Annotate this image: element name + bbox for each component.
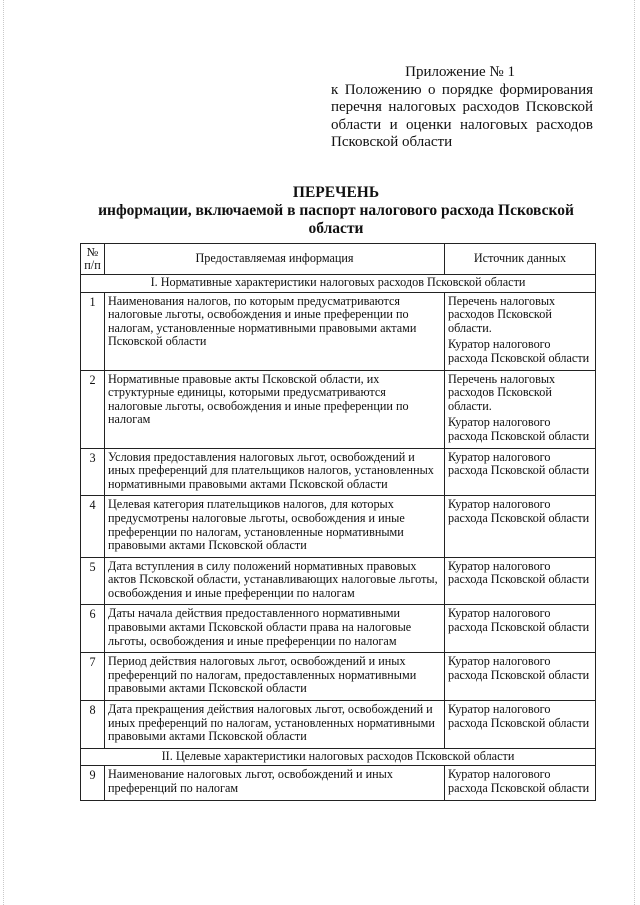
row-number: 4 — [81, 496, 105, 557]
source-line: Куратор налогового расхода Псковской области — [448, 497, 590, 525]
row-source — [445, 448, 596, 496]
section-row — [81, 748, 596, 766]
appendix-number: Приложение № 1 — [405, 64, 515, 80]
row-info: Период действия налоговых льгот, освобождений и иных преференций по налогам, предоставленных нормативными правовыми актами Псковской области — [105, 653, 445, 701]
row-source — [445, 370, 596, 448]
table-row — [81, 370, 596, 448]
section-title: I. Нормативные характеристики налоговых расходов Псковской области — [81, 275, 596, 293]
table-body — [81, 275, 596, 801]
row-info: Условия предоставления налоговых льгот, освобождений и иных преференций для плательщиков налогов, установленных нормативными правовыми актами Псковской области — [105, 448, 445, 496]
table-row — [81, 605, 596, 653]
row-info: Дата прекращения действия налоговых льгот, освобождений и иных преференций по налогам, установленных нормативными правовыми актами Псковской области — [105, 701, 445, 749]
source-line: Перечень налоговых расходов Псковской области. — [448, 293, 556, 335]
table-row — [81, 557, 596, 605]
row-number: 5 — [81, 557, 105, 605]
table-row — [81, 496, 596, 557]
row-source — [445, 496, 596, 557]
appendix-block — [331, 64, 593, 152]
table-row — [81, 653, 596, 701]
source-line: Перечень налоговых расходов Псковской области. — [448, 371, 556, 413]
row-number: 8 — [81, 701, 105, 749]
table-row — [81, 701, 596, 749]
row-info: Наименования налогов, по которым предусматриваются налоговые льготы, освобождения и иные преференции по налогам, установленные нормативными правовыми актами Псковской области — [105, 292, 445, 370]
row-info: Целевая категория плательщиков налогов, для которых предусмотрены налоговые льготы, освобождения и иные преференции по налогам, установленные нормативными правовыми актами Псковской области — [105, 496, 445, 557]
table-row — [81, 766, 596, 800]
row-source — [445, 557, 596, 605]
section-title: II. Целевые характеристики налоговых расходов Псковской области — [81, 748, 596, 766]
row-number: 9 — [81, 766, 105, 800]
scan-edge-left — [3, 0, 5, 905]
row-info: Дата вступления в силу положений нормативных правовых актов Псковской области, устанавливающих налоговые льготы, освобождения и иные преференции по налогам — [105, 557, 445, 605]
table-header-row — [81, 244, 596, 275]
row-info: Нормативные правовые акты Псковской области, их структурные единицы, которыми предусматриваются налоговые льготы, освобождения и иные преференции по налогам — [105, 370, 445, 448]
row-source — [445, 292, 596, 370]
header-source: Источник данных — [445, 244, 596, 275]
row-number: 3 — [81, 448, 105, 496]
row-info: Наименование налоговых льгот, освобождений и иных преференций по налогам — [105, 766, 445, 800]
source-line: Куратор налогового расхода Псковской области — [448, 606, 590, 635]
row-source — [445, 766, 596, 800]
row-number: 2 — [81, 370, 105, 448]
title-line-2: информации, включаемой в паспорт налогового расхода Псковской области — [98, 202, 574, 237]
document-title — [96, 184, 576, 238]
row-number: 6 — [81, 605, 105, 653]
row-source — [445, 653, 596, 701]
row-info: Даты начала действия предоставленного нормативными правовыми актами Псковской области права на налоговые льготы, освобождения и иные преференции по налогам — [105, 605, 445, 653]
source-line: Куратор налогового расхода Псковской области — [448, 767, 590, 795]
information-table — [80, 243, 596, 801]
table-row — [81, 448, 596, 496]
source-line: Куратор налогового расхода Псковской области — [448, 337, 590, 365]
appendix-basis: к Положению о порядке формирования перечня налоговых расходов Псковской области и оценки налоговых расходов Псковской области — [331, 81, 593, 150]
row-source — [445, 605, 596, 653]
title-line-1: ПЕРЕЧЕНЬ — [292, 184, 380, 201]
source-line: Куратор налогового расхода Псковской области — [448, 702, 590, 730]
header-info: Предоставляемая информация — [105, 244, 445, 275]
source-line: Куратор налогового расхода Псковской области — [448, 415, 590, 443]
row-source — [445, 701, 596, 749]
row-number: 1 — [81, 292, 105, 370]
source-line: Куратор налогового расхода Псковской области — [448, 654, 590, 682]
row-number: 7 — [81, 653, 105, 701]
source-line: Куратор налогового расхода Псковской области — [448, 558, 590, 587]
section-row — [81, 275, 596, 293]
scan-edge-right — [634, 0, 636, 905]
table-row — [81, 292, 596, 370]
source-line: Куратор налогового расхода Псковской области — [448, 449, 590, 478]
header-number: № п/п — [81, 244, 105, 275]
